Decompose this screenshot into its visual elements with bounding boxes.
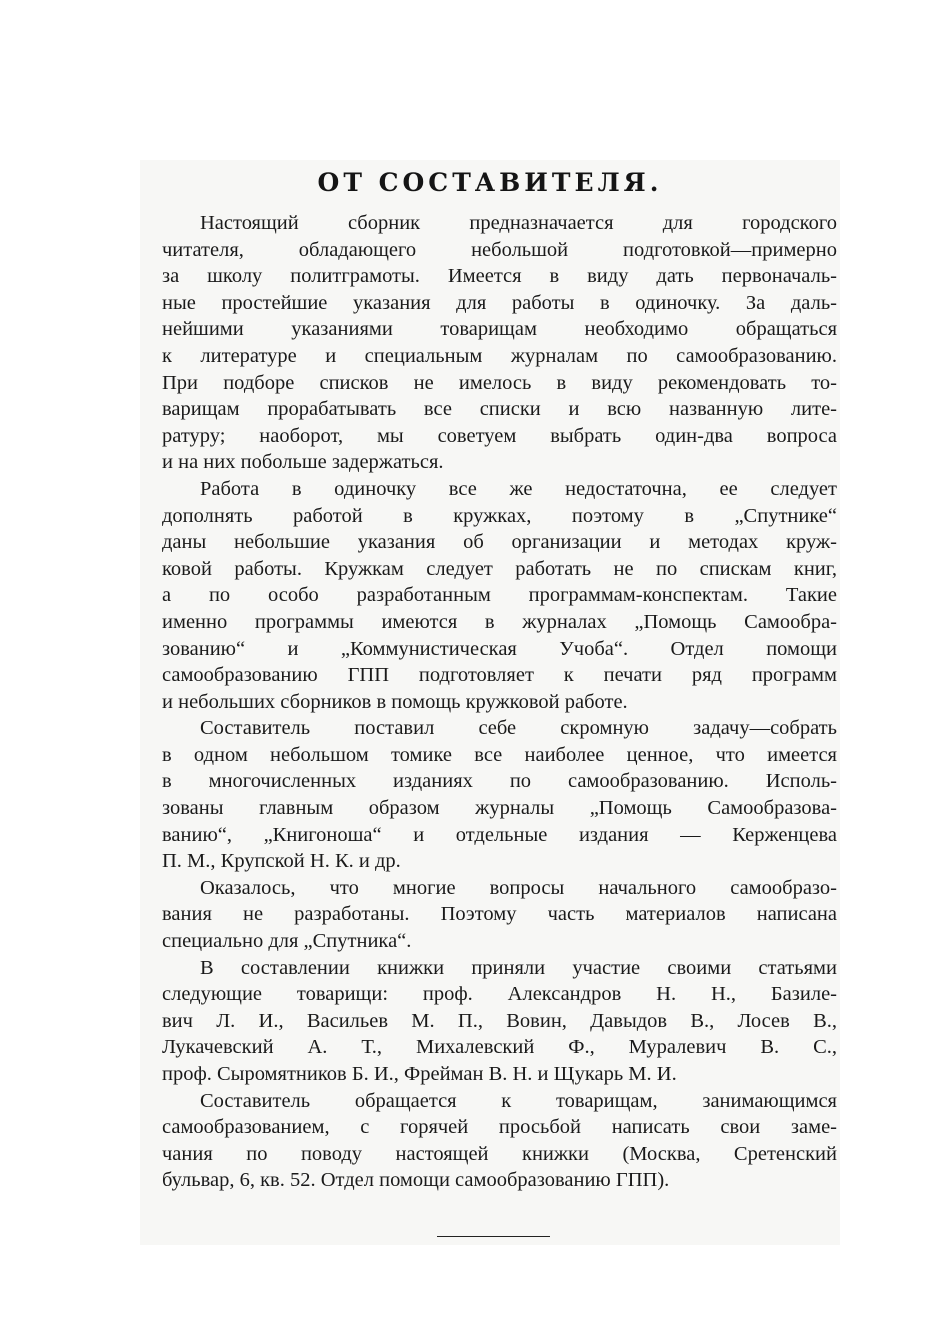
text-line: к литературе и специальным журналам по самообразованию. — [162, 344, 837, 367]
text-line: дополнять работой в кружках, поэтому в „Спутнике“ — [162, 504, 837, 527]
text-line: самообразованию ГПП подготовляет к печати ряд программ — [162, 664, 837, 687]
page-title: ОТ СОСТАВИТЕЛЯ. — [317, 168, 663, 197]
text-line: проф. Сыромятников Б. И., Фрейман В. Н. и Щукарь М. И. — [162, 1063, 677, 1085]
text-line: Настоящий сборник предназначается для городского — [200, 212, 837, 234]
text-line: а по особо разработанным программам-конспектам. Такие — [162, 584, 837, 607]
text-line: Составитель обращается к товарищам, занимающимся — [200, 1089, 837, 1112]
text-line: зованы главным образом журналы „Помощь Самообразова- — [162, 797, 837, 820]
text-line: ные простейшие указания для работы в одиночку. За даль- — [162, 291, 837, 314]
paragraph — [162, 476, 837, 715]
text-line: Составитель поставил себе скромную задачу—собрать — [200, 717, 837, 740]
text-line: следующие товарищи: проф. Александров Н. Н., Базиле- — [162, 983, 837, 1006]
body-text — [162, 210, 837, 1194]
text-line: ратуру; наоборот, мы советуем выбрать один-два вопроса — [162, 424, 837, 447]
text-line: варищам прорабатывать все списки и всю названную лите- — [162, 398, 837, 421]
text-line: нейшими указаниями товарищам необходимо обращаться — [162, 318, 837, 341]
text-line: П. М., Крупской Н. К. и др. — [162, 850, 401, 873]
text-line: даны небольшие указания об организации и методах круж- — [162, 531, 837, 554]
text-line: ковой работы. Кружкам следует работать не по спискам книг, — [162, 557, 837, 580]
text-line: бульвар, 6, кв. 52. Отдел помощи самообразованию ГПП). — [162, 1169, 670, 1192]
closing-rule — [437, 1236, 550, 1237]
text-line: ванию“, „Книгоноша“ и отдельные издания — Керженцева — [162, 823, 837, 846]
text-line: специально для „Спутника“. — [162, 930, 412, 953]
paragraph — [162, 1088, 837, 1194]
text-line: в одном небольшом томике все наиболее ценное, что имеется — [162, 743, 837, 766]
paragraph — [162, 210, 837, 476]
text-line: вич Л. И., Васильев М. П., Вовин, Давыдов В., Лосев В., — [162, 1009, 837, 1032]
text-line: Оказалось, что многие вопросы начального самообразо- — [200, 876, 837, 899]
paragraph — [162, 715, 837, 875]
text-line: за школу политграмоты. Имеется в виду дать первоначаль- — [162, 265, 837, 288]
text-line: Работа в одиночку все же недостаточна, ее следует — [200, 477, 837, 500]
text-line: и небольших сборников в помощь кружковой работе. — [162, 690, 628, 713]
text-line: именно программы имеются в журналах „Помощь Самообра- — [162, 610, 837, 633]
paragraph — [162, 875, 837, 955]
text-line: читателя, обладающего небольшой подготовкой—примерно — [162, 238, 837, 261]
text-line: и на них побольше задержаться. — [162, 451, 444, 474]
text-line: В составлении книжки приняли участие своими статьями — [200, 956, 837, 979]
text-line: Лукачевский А. Т., Михалевский Ф., Муралевич В. С., — [162, 1036, 837, 1059]
text-line: чания по поводу настоящей книжки (Москва, Сретенский — [162, 1142, 837, 1165]
text-line: самообразованием, с горячей просьбой написать свои заме- — [162, 1116, 837, 1139]
paragraph — [162, 955, 837, 1088]
text-line: При подборе списков не имелось в виду рекомендовать то- — [162, 371, 837, 394]
text-line: вания не разработаны. Поэтому часть материалов написана — [162, 903, 837, 926]
text-line: зованию“ и „Коммунистическая Учоба“. Отдел помощи — [162, 637, 837, 660]
text-line: в многочисленных изданиях по самообразованию. Исполь- — [162, 770, 837, 793]
